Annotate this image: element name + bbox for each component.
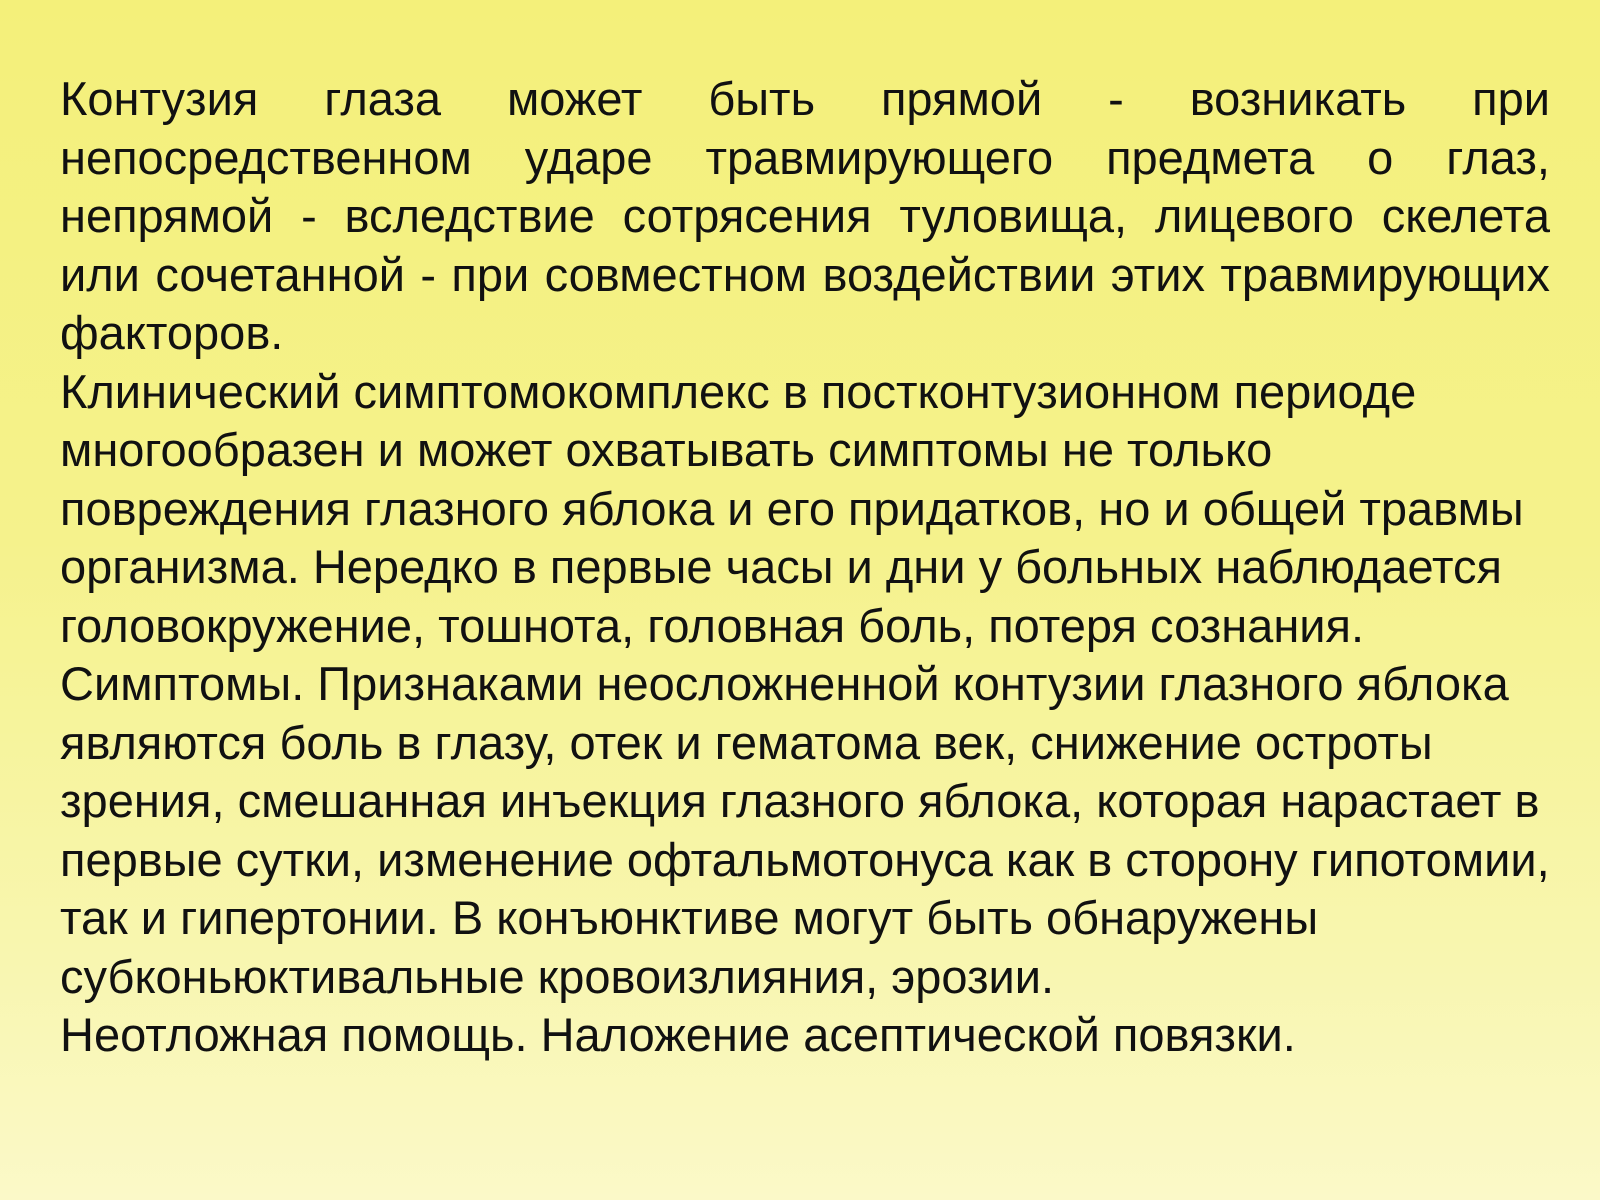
- paragraph-clinical-symptoms: Клинический симптомокомплекс в постконтузионном периоде многообразен и может охватывать симптомы не только повреждения глазного яблока и его придатков, но и общей травмы организма. Нередко в первые часы и дни у больных наблюдается головокружение, тошнота, головная боль, потеря сознания.: [60, 364, 1524, 652]
- slide-text: [60, 70, 1550, 1065]
- paragraph-contusion-types: Контузия глаза может быть прямой - возникать при непосредственном ударе травмирующего предмета о глаз, непрямой - вследствие сотрясения туловища, лицевого скелета или сочетанной - при совместном воздействии этих травмирующих факторов.: [60, 72, 1550, 359]
- paragraph-emergency-care: Неотложная помощь. Наложение асептической повязки.: [60, 1008, 1296, 1061]
- paragraph-signs: Симптомы. Признаками неосложненной контузии глазного яблока являются боль в глазу, отек и гематома век, снижение остроты зрения, смешанная инъекция глазного яблока, которая нарастает в первые сутки, изменение офтальмотонуса как в сторону гипотомии, так и гипертонии. В конъюнктиве могут быть обнаружены субконьюктивальные кровоизлияния, эрозии.: [60, 657, 1550, 1003]
